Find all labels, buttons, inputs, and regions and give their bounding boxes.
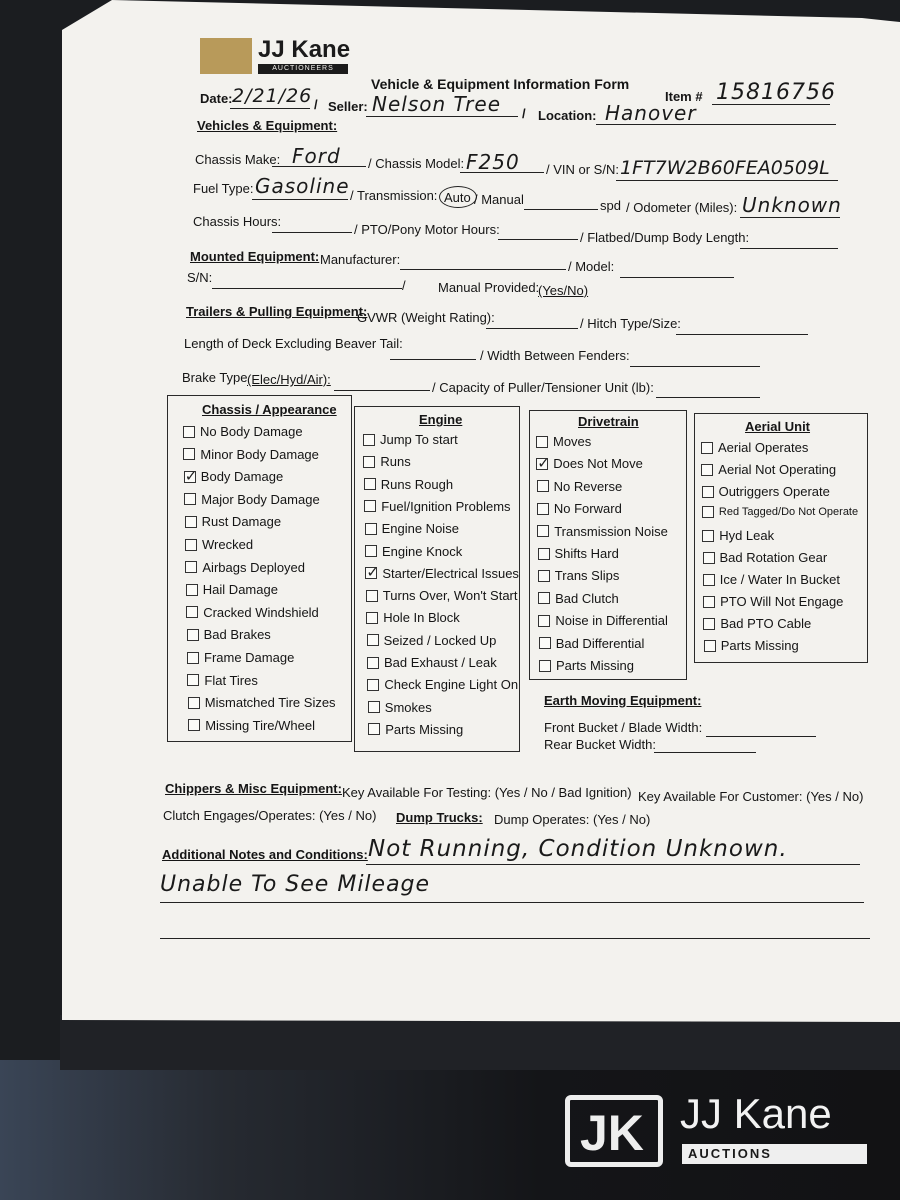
checkbox-label: Body Damage — [200, 469, 284, 485]
date-label: Date: — [200, 91, 233, 106]
sn-label: S/N: — [187, 270, 213, 285]
drivetrain-checkbox-row[interactable] — [538, 546, 619, 561]
checkbox-label: Ice / Water In Bucket — [719, 572, 840, 587]
transmission-auto: Auto — [444, 190, 471, 205]
fuel-label: Fuel Type: — [193, 181, 254, 196]
checkbox[interactable] — [364, 478, 376, 490]
checkbox[interactable] — [186, 584, 198, 596]
hitch-label: / Hitch Type/Size: — [580, 316, 681, 331]
watermark-sub: AUCTIONS — [682, 1144, 867, 1164]
chassis-checkbox-row[interactable] — [186, 582, 278, 597]
checkbox[interactable] — [185, 561, 197, 573]
chassis-make-value: Ford — [292, 144, 341, 168]
drivetrain-checkbox-row[interactable] — [538, 591, 619, 606]
chassis-make-line — [272, 166, 366, 167]
drivetrain-checkbox-row[interactable] — [536, 456, 643, 471]
checkbox-label: Cracked Windshield — [203, 604, 319, 620]
manufacturer-line — [400, 269, 566, 270]
checkbox-label: Outriggers Operate — [718, 484, 830, 499]
checkbox[interactable] — [367, 679, 379, 691]
checkbox[interactable] — [365, 523, 377, 535]
checkbox[interactable] — [539, 660, 551, 672]
gvwr-line — [486, 328, 578, 329]
checkbox[interactable] — [363, 456, 375, 468]
chassis-model-label: / Chassis Model: — [368, 156, 465, 171]
chassis-checkbox-row[interactable] — [187, 627, 271, 642]
engine-checkbox-row[interactable] — [367, 633, 497, 648]
dump-trucks-heading: Dump Trucks: — [396, 810, 483, 825]
date-line — [230, 108, 310, 109]
checkbox-label: Jump To start — [380, 432, 458, 447]
notes-rule-2 — [160, 902, 864, 903]
checkbox-label: Missing Tire/Wheel — [205, 717, 315, 733]
gvwr-label: GVWR (Weight Rating): — [357, 310, 495, 325]
checkbox[interactable] — [184, 493, 196, 505]
checkbox[interactable] — [185, 516, 197, 528]
front-bucket-label: Front Bucket / Blade Width: — [544, 720, 703, 735]
chassis-checkbox-row[interactable] — [183, 447, 319, 462]
checkbox[interactable] — [538, 570, 550, 582]
engine-checkbox-row[interactable] — [364, 499, 510, 514]
notes-line-1: Not Running, Condition Unknown. — [368, 836, 788, 862]
aerial-checkbox-row[interactable] — [703, 550, 828, 565]
checked-checkbox[interactable] — [536, 458, 548, 470]
checkbox-label: Bad Exhaust / Leak — [384, 655, 497, 670]
checkbox-label: Engine Knock — [382, 543, 463, 559]
jj-kane-watermark-icon: JK — [565, 1095, 663, 1167]
slash: / — [314, 97, 318, 112]
chassis-box-title: Chassis / Appearance — [202, 402, 337, 417]
notes-line-2: Unable To See Mileage — [160, 872, 431, 897]
checkbox-label: No Reverse — [553, 478, 623, 494]
checkbox[interactable] — [368, 701, 380, 713]
checkbox-label: Major Body Damage — [201, 491, 320, 507]
fuel-value: Gasoline — [255, 174, 350, 198]
chassis-checkbox-row[interactable] — [186, 605, 319, 620]
aerial-checkbox-row[interactable] — [703, 594, 843, 609]
checkbox-label: Seized / Locked Up — [383, 632, 497, 648]
chassis-checkbox-row[interactable] — [183, 424, 303, 439]
checkbox[interactable] — [537, 525, 549, 537]
checkbox[interactable] — [364, 500, 376, 512]
checked-checkbox[interactable] — [365, 567, 377, 579]
checkbox[interactable] — [367, 657, 379, 669]
earth-moving-heading: Earth Moving Equipment: — [544, 693, 702, 708]
checkbox[interactable] — [187, 674, 199, 686]
vin-value: 1FT7W2B60FEA0509L — [620, 157, 830, 179]
brake-options: (Elec/Hyd/Air): — [247, 372, 331, 387]
logo-name: JJ Kane — [258, 36, 351, 63]
pto-label: / PTO/Pony Motor Hours: — [354, 222, 500, 237]
drivetrain-checkbox-row[interactable] — [538, 568, 620, 583]
location-line — [596, 124, 836, 125]
flatbed-label: / Flatbed/Dump Body Length: — [580, 230, 750, 245]
capacity-label: / Capacity of Puller/Tensioner Unit (lb): — [432, 380, 654, 395]
checkbox-label: Parts Missing — [385, 721, 464, 737]
checkbox-label: Bad Rotation Gear — [719, 550, 828, 565]
chassis-model-line — [460, 172, 544, 173]
checkbox[interactable] — [186, 606, 198, 618]
checkbox-label: Flat Tires — [204, 672, 258, 688]
checkbox-label: No Forward — [553, 501, 622, 517]
checkbox-label: Runs Rough — [380, 476, 454, 492]
fuel-line — [252, 199, 348, 200]
chassis-model-value: F250 — [466, 150, 520, 174]
item-line — [712, 104, 830, 105]
aerial-checkbox-row[interactable] — [702, 528, 774, 543]
engine-checkbox-row[interactable] — [367, 677, 518, 692]
checkbox[interactable] — [536, 436, 548, 448]
chassis-checkbox-row[interactable] — [184, 469, 283, 484]
checkbox-label: Mismatched Tire Sizes — [204, 695, 336, 711]
manual-options: (Yes/No) — [538, 283, 589, 298]
spd-label: spd — [600, 198, 621, 213]
checkbox[interactable] — [368, 723, 380, 735]
transmission-manual: / Manual — [474, 192, 524, 207]
checkbox[interactable] — [365, 545, 377, 557]
transmission-label: / Transmission: — [350, 188, 438, 203]
checkbox-label: Starter/Electrical Issues — [382, 565, 519, 581]
checkbox[interactable] — [363, 434, 375, 446]
chassis-checkbox-row[interactable] — [187, 650, 294, 665]
checkbox-label: Trans Slips — [554, 568, 620, 584]
checkbox[interactable] — [366, 612, 378, 624]
width-label: / Width Between Fenders: — [480, 348, 630, 363]
checkbox-label: Minor Body Damage — [200, 446, 319, 462]
engine-checkbox-row[interactable] — [364, 477, 453, 492]
clipboard-edge — [60, 1015, 900, 1070]
watermark-brand: JJ Kane — [680, 1090, 832, 1137]
chassis-make-label: Chassis Make: — [195, 152, 281, 167]
checkbox-label: Engine Noise — [381, 521, 459, 537]
drivetrain-checkbox-row[interactable] — [537, 479, 623, 494]
checkbox-label: Fuel/Ignition Problems — [381, 498, 511, 514]
checkbox[interactable] — [537, 480, 549, 492]
slash: / — [402, 278, 406, 293]
checkbox-label: Hyd Leak — [719, 528, 775, 543]
checkbox-label: Aerial Not Operating — [718, 462, 837, 477]
sn-line — [212, 288, 402, 289]
key-customer-text: Key Available For Customer: (Yes / No) — [638, 789, 864, 804]
aerial-checkbox-row[interactable] — [703, 572, 840, 587]
engine-checkbox-row[interactable] — [366, 588, 518, 603]
spd-line — [524, 209, 598, 210]
checkbox[interactable] — [702, 530, 714, 542]
checkbox-label: Hole In Block — [383, 610, 460, 626]
drivetrain-box-title: Drivetrain — [578, 414, 639, 429]
checkbox-label: Does Not Move — [553, 456, 643, 472]
location-label: Location: — [538, 108, 597, 123]
checkbox-label: No Body Damage — [200, 424, 303, 439]
brake-line — [334, 390, 430, 391]
chassis-checkbox-row[interactable] — [188, 695, 336, 710]
width-line — [630, 366, 760, 367]
checkbox-label: Runs — [380, 454, 411, 470]
checkbox[interactable] — [188, 697, 200, 709]
vehicles-heading: Vehicles & Equipment: — [197, 118, 338, 133]
engine-box-title: Engine — [419, 412, 463, 427]
vin-label: / VIN or S/N: — [546, 162, 619, 177]
engine-checkbox-row[interactable] — [365, 544, 462, 559]
checkbox-label: Parts Missing — [556, 658, 635, 673]
checkbox[interactable] — [704, 640, 716, 652]
checkbox-label: Bad Clutch — [555, 590, 619, 606]
checkbox[interactable] — [702, 486, 714, 498]
chassis-checkbox-row[interactable] — [187, 673, 257, 688]
engine-checkbox-row[interactable] — [368, 722, 463, 737]
checked-checkbox[interactable] — [184, 471, 196, 483]
checkbox-label: PTO Will Not Engage — [720, 594, 844, 609]
checkbox[interactable] — [367, 634, 379, 646]
checkbox-label: Hail Damage — [202, 582, 278, 598]
engine-checkbox-row[interactable] — [363, 432, 458, 447]
checkbox[interactable] — [703, 574, 715, 586]
notes-rule-3 — [160, 938, 870, 939]
checkbox[interactable] — [703, 596, 715, 608]
model-label: / Model: — [568, 259, 615, 274]
aerial-checkbox-row[interactable] — [702, 484, 830, 499]
engine-checkbox-row[interactable] — [365, 566, 519, 581]
chippers-heading: Chippers & Misc Equipment: — [165, 781, 342, 796]
aerial-checkbox-row[interactable] — [701, 440, 808, 455]
checkbox-label: Aerial Operates — [718, 440, 809, 455]
aerial-checkbox-row[interactable] — [703, 616, 811, 631]
chassis-checkbox-row[interactable] — [185, 514, 281, 529]
key-testing-text: Key Available For Testing: (Yes / No / Bad Ignition) — [342, 785, 632, 800]
capacity-line — [656, 397, 760, 398]
chassis-checkbox-row[interactable] — [188, 718, 315, 733]
brake-label: Brake Type — [182, 370, 248, 385]
clutch-text: Clutch Engages/Operates: (Yes / No) — [163, 808, 377, 823]
checkbox[interactable] — [701, 464, 713, 476]
engine-checkbox-row[interactable] — [363, 454, 410, 469]
seller-value: Nelson Tree — [372, 92, 502, 116]
checkbox-label: Moves — [553, 434, 592, 449]
odometer-value: Unknown — [742, 193, 842, 217]
checkbox[interactable] — [538, 615, 550, 627]
checkbox-label: Parts Missing — [720, 638, 799, 653]
aerial-box-title: Aerial Unit — [745, 419, 811, 434]
item-value: 15816756 — [716, 80, 836, 105]
drivetrain-checkbox-row[interactable] — [537, 524, 668, 539]
aerial-checkbox-row[interactable] — [701, 462, 836, 477]
checkbox-label: Wrecked — [202, 537, 254, 552]
chassis-checkbox-row[interactable] — [185, 537, 253, 552]
mounted-heading: Mounted Equipment: — [190, 249, 320, 264]
checkbox-label: Bad Brakes — [203, 627, 271, 643]
aerial-checkbox-row[interactable] — [702, 506, 858, 518]
checkbox[interactable] — [187, 629, 199, 641]
engine-checkbox-row[interactable] — [368, 700, 432, 715]
checkbox[interactable] — [183, 426, 195, 438]
checkbox-label: Transmission Noise — [554, 523, 668, 539]
engine-checkbox-row[interactable] — [365, 521, 459, 536]
checkbox[interactable] — [366, 590, 378, 602]
checkbox-label: Red Tagged/Do Not Operate — [718, 506, 859, 518]
vin-line — [616, 180, 838, 181]
dump-operates-text: Dump Operates: (Yes / No) — [494, 812, 651, 827]
chassis-checkbox-row[interactable] — [184, 492, 320, 507]
checkbox-label: Noise in Differential — [555, 613, 668, 629]
pto-line — [498, 239, 578, 240]
jj-kane-logo-icon — [200, 38, 252, 74]
checkbox[interactable] — [701, 442, 713, 454]
checkbox-label: Airbags Deployed — [202, 559, 306, 575]
notes-rule-1 — [366, 864, 860, 865]
drivetrain-checkbox-row[interactable] — [538, 613, 667, 628]
checkbox[interactable] — [538, 548, 550, 560]
notes-heading: Additional Notes and Conditions: — [162, 847, 368, 862]
date-value: 2/21/26 — [232, 85, 313, 107]
checkbox[interactable] — [187, 652, 199, 664]
rear-bucket-line — [654, 752, 756, 753]
engine-checkbox-row[interactable] — [367, 655, 497, 670]
checkbox[interactable] — [188, 719, 200, 731]
chassis-checkbox-row[interactable] — [185, 560, 305, 575]
logo-subtitle: AUCTIONEERS — [258, 64, 348, 74]
drivetrain-checkbox-row[interactable] — [536, 434, 591, 449]
checkbox[interactable] — [538, 592, 550, 604]
checkbox-label: Check Engine Light On — [384, 677, 519, 693]
manual-label: Manual Provided: — [438, 280, 540, 295]
drivetrain-checkbox-row[interactable] — [539, 658, 634, 673]
trailers-heading: Trailers & Pulling Equipment: — [186, 304, 368, 319]
checkbox[interactable] — [703, 552, 715, 564]
location-value: Hanover — [605, 101, 697, 125]
checkbox-label: Smokes — [384, 699, 432, 715]
odometer-label: / Odometer (Miles): — [626, 200, 738, 215]
chassis-hours-label: Chassis Hours: — [193, 214, 282, 229]
checkbox-label: Bad PTO Cable — [720, 616, 812, 631]
seller-label: Seller: — [328, 99, 368, 114]
checkbox-label: Frame Damage — [204, 650, 295, 665]
deck-label: Length of Deck Excluding Beaver Tail: — [184, 336, 403, 351]
checkbox[interactable] — [703, 618, 715, 630]
seller-line — [366, 116, 518, 117]
checkbox-label: Rust Damage — [201, 514, 282, 530]
form-title: Vehicle & Equipment Information Form — [371, 76, 630, 92]
engine-checkbox-row[interactable] — [366, 610, 460, 625]
aerial-checkbox-row[interactable] — [704, 638, 799, 653]
odometer-line — [740, 217, 840, 218]
drivetrain-checkbox-row[interactable] — [539, 636, 645, 651]
item-label: Item # — [665, 89, 703, 104]
front-bucket-line — [706, 736, 816, 737]
checkbox-label: Turns Over, Won't Start — [382, 588, 518, 604]
slash: / — [522, 106, 526, 121]
model-line — [620, 277, 734, 278]
checkbox[interactable] — [185, 539, 197, 551]
checkbox-label: Bad Differential — [555, 635, 645, 651]
checkbox[interactable] — [702, 506, 714, 518]
checkbox[interactable] — [183, 448, 195, 460]
flatbed-line — [740, 248, 838, 249]
manufacturer-label: Manufacturer: — [320, 252, 401, 267]
chassis-hours-line — [272, 232, 352, 233]
drivetrain-checkbox-row[interactable] — [537, 501, 622, 516]
hitch-line — [676, 334, 808, 335]
rear-bucket-label: Rear Bucket Width: — [544, 737, 656, 752]
checkbox[interactable] — [539, 637, 551, 649]
deck-line — [390, 359, 476, 360]
checkbox-label: Shifts Hard — [554, 546, 619, 561]
checkbox[interactable] — [537, 503, 549, 515]
